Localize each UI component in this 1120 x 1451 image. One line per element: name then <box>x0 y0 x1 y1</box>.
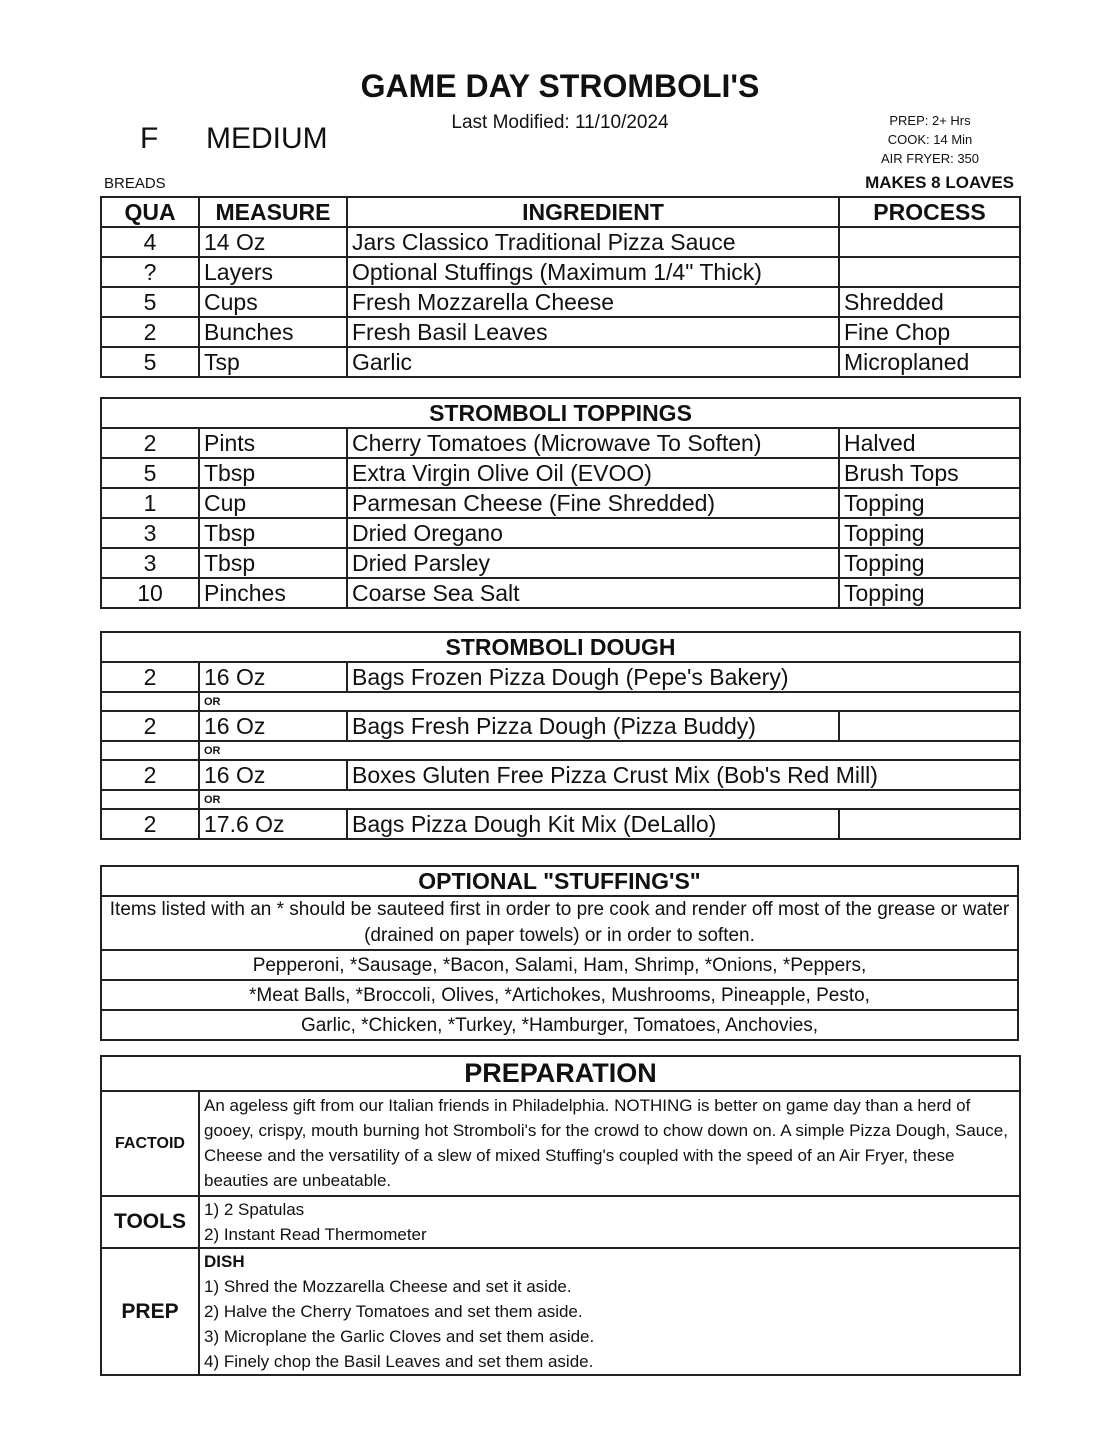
ingredient-cell: Dried Parsley <box>347 548 839 578</box>
measure-cell: Layers <box>199 257 347 287</box>
quantity-cell: 10 <box>101 578 199 608</box>
col-ingredient: INGREDIENT <box>347 197 839 227</box>
quantity-cell: 2 <box>101 760 199 790</box>
last-modified: Last Modified: 11/10/2024 <box>451 112 669 133</box>
measure-cell: Cup <box>199 488 347 518</box>
prep-step: 1) Shred the Mozzarella Cheese and set it aside. <box>204 1277 572 1296</box>
process-cell: Topping <box>839 518 1020 548</box>
process-cell: Topping <box>839 578 1020 608</box>
quantity-cell: ? <box>101 257 199 287</box>
or-label: OR <box>199 692 1020 711</box>
process-cell <box>839 227 1020 257</box>
process-cell: Fine Chop <box>839 317 1020 347</box>
difficulty: MEDIUM <box>206 122 328 155</box>
table-row <box>101 548 1020 578</box>
prep-step: 4) Finely chop the Basil Leaves and set them aside. <box>204 1352 594 1371</box>
measure-cell: 14 Oz <box>199 227 347 257</box>
quantity-cell: 2 <box>101 662 199 692</box>
measure-cell: Pints <box>199 428 347 458</box>
ingredient-cell: Bags Pizza Dough Kit Mix (DeLallo) <box>347 809 839 839</box>
process-cell: Halved <box>839 428 1020 458</box>
table-row <box>101 518 1020 548</box>
timing-info <box>860 111 1000 168</box>
process-cell <box>839 257 1020 287</box>
toppings-table <box>100 397 1021 609</box>
ingredient-cell: Fresh Basil Leaves <box>347 317 839 347</box>
quantity-cell: 5 <box>101 347 199 377</box>
table-row <box>101 662 1020 692</box>
ingredient-cell: Coarse Sea Salt <box>347 578 839 608</box>
factoid-label: FACTOID <box>101 1091 199 1196</box>
stuffings-line-3: Garlic, *Chicken, *Turkey, *Hamburger, Tomatoes, Anchovies, <box>101 1010 1018 1040</box>
ingredient-cell: Cherry Tomatoes (Microwave To Soften) <box>347 428 839 458</box>
main-ingredients-table <box>100 196 1021 378</box>
table-row <box>101 760 1020 790</box>
quantity-cell: 5 <box>101 458 199 488</box>
prep-label: PREP <box>101 1248 199 1375</box>
quantity-cell: 1 <box>101 488 199 518</box>
or-separator <box>101 741 1020 760</box>
quantity-cell: 5 <box>101 287 199 317</box>
or-separator <box>101 790 1020 809</box>
measure-cell: 17.6 Oz <box>199 809 347 839</box>
ingredient-cell: Optional Stuffings (Maximum 1/4" Thick) <box>347 257 839 287</box>
measure-cell: Cups <box>199 287 347 317</box>
dough-title: STROMBOLI DOUGH <box>101 632 1020 662</box>
table-row <box>101 809 1020 839</box>
prep-step: 3) Microplane the Garlic Cloves and set them aside. <box>204 1327 595 1346</box>
process-cell: Brush Tops <box>839 458 1020 488</box>
tool-item: 2) Instant Read Thermometer <box>204 1225 427 1244</box>
ingredient-cell: Bags Frozen Pizza Dough (Pepe's Bakery) <box>347 662 1020 692</box>
yield: MAKES 8 LOAVES <box>865 173 1014 192</box>
ingredient-cell: Garlic <box>347 347 839 377</box>
or-label: OR <box>199 790 1020 809</box>
measure-cell: Tbsp <box>199 518 347 548</box>
cook-time: COOK: 14 Min <box>887 132 973 147</box>
measure-cell: 16 Oz <box>199 711 347 741</box>
measure-cell: Tbsp <box>199 458 347 488</box>
tools-label: TOOLS <box>101 1196 199 1248</box>
prep-heading: DISH <box>204 1252 245 1271</box>
measure-cell: Tbsp <box>199 548 347 578</box>
col-process: PROCESS <box>839 197 1020 227</box>
table-row <box>101 488 1020 518</box>
table-row <box>101 578 1020 608</box>
table-row <box>101 227 1020 257</box>
grade: F <box>140 122 159 155</box>
table-row <box>101 458 1020 488</box>
ingredient-cell: Bags Fresh Pizza Dough (Pizza Buddy) <box>347 711 839 741</box>
or-blank <box>101 790 199 809</box>
stuffings-line-2: *Meat Balls, *Broccoli, Olives, *Artichokes, Mushrooms, Pineapple, Pesto, <box>101 980 1018 1010</box>
table-row <box>101 317 1020 347</box>
preparation-table <box>100 1055 1021 1376</box>
measure-cell: Tsp <box>199 347 347 377</box>
process-cell: Shredded <box>839 287 1020 317</box>
or-separator <box>101 692 1020 711</box>
tool-item: 1) 2 Spatulas <box>204 1200 305 1219</box>
ingredient-cell: Parmesan Cheese (Fine Shredded) <box>347 488 839 518</box>
table-row <box>101 257 1020 287</box>
process-cell <box>839 809 1020 839</box>
factoid-text: An ageless gift from our Italian friends in Philadelphia. NOTHING is better on game day than a herd of gooey, crispy, mouth burning hot Stromboli's for the crowd to chow down on. A simple Pizza Dough, Sauce, Cheese and the versatility of a slew of mixed Stuffing's coupled with the speed of an Air Fryer, these beauties are unbeatable. <box>199 1091 1020 1196</box>
preparation-title: PREPARATION <box>101 1056 1020 1091</box>
quantity-cell: 2 <box>101 809 199 839</box>
table-row <box>101 287 1020 317</box>
table-row <box>101 347 1020 377</box>
process-cell: Topping <box>839 548 1020 578</box>
or-blank <box>101 741 199 760</box>
or-blank <box>101 692 199 711</box>
quantity-cell: 3 <box>101 548 199 578</box>
table-row <box>101 428 1020 458</box>
quantity-cell: 2 <box>101 317 199 347</box>
stuffings-note: Items listed with an * should be sauteed first in order to pre cook and render off most of the grease or water (drained on paper towels) or in order to soften. <box>101 896 1018 950</box>
prep-time: PREP: 2+ Hrs <box>889 113 971 128</box>
quantity-cell: 2 <box>101 711 199 741</box>
prep-step: 2) Halve the Cherry Tomatoes and set them aside. <box>204 1302 583 1321</box>
or-label: OR <box>199 741 1020 760</box>
recipe-title: GAME DAY STROMBOLI'S <box>360 68 760 104</box>
table-header <box>101 197 1020 227</box>
prep-steps <box>199 1248 1020 1375</box>
quantity-cell: 3 <box>101 518 199 548</box>
col-qua: QUA <box>101 197 199 227</box>
stuffings-table <box>100 865 1019 1041</box>
ingredient-cell: Extra Virgin Olive Oil (EVOO) <box>347 458 839 488</box>
col-measure: MEASURE <box>199 197 347 227</box>
tools-list <box>199 1196 1020 1248</box>
dough-table <box>100 631 1021 840</box>
measure-cell: 16 Oz <box>199 662 347 692</box>
measure-cell: Pinches <box>199 578 347 608</box>
ingredient-cell: Dried Oregano <box>347 518 839 548</box>
process-cell <box>839 711 1020 741</box>
ingredient-cell: Boxes Gluten Free Pizza Crust Mix (Bob's Red Mill) <box>347 760 1020 790</box>
air-fryer-temp: AIR FRYER: 350 <box>880 151 980 166</box>
stuffings-title: OPTIONAL "STUFFING'S" <box>101 866 1018 896</box>
process-cell: Microplaned <box>839 347 1020 377</box>
table-row <box>101 711 1020 741</box>
process-cell: Topping <box>839 488 1020 518</box>
measure-cell: 16 Oz <box>199 760 347 790</box>
toppings-title: STROMBOLI TOPPINGS <box>101 398 1020 428</box>
ingredient-cell: Fresh Mozzarella Cheese <box>347 287 839 317</box>
stuffings-line-1: Pepperoni, *Sausage, *Bacon, Salami, Ham, Shrimp, *Onions, *Peppers, <box>101 950 1018 980</box>
quantity-cell: 4 <box>101 227 199 257</box>
measure-cell: Bunches <box>199 317 347 347</box>
quantity-cell: 2 <box>101 428 199 458</box>
category: BREADS <box>104 175 166 192</box>
ingredient-cell: Jars Classico Traditional Pizza Sauce <box>347 227 839 257</box>
